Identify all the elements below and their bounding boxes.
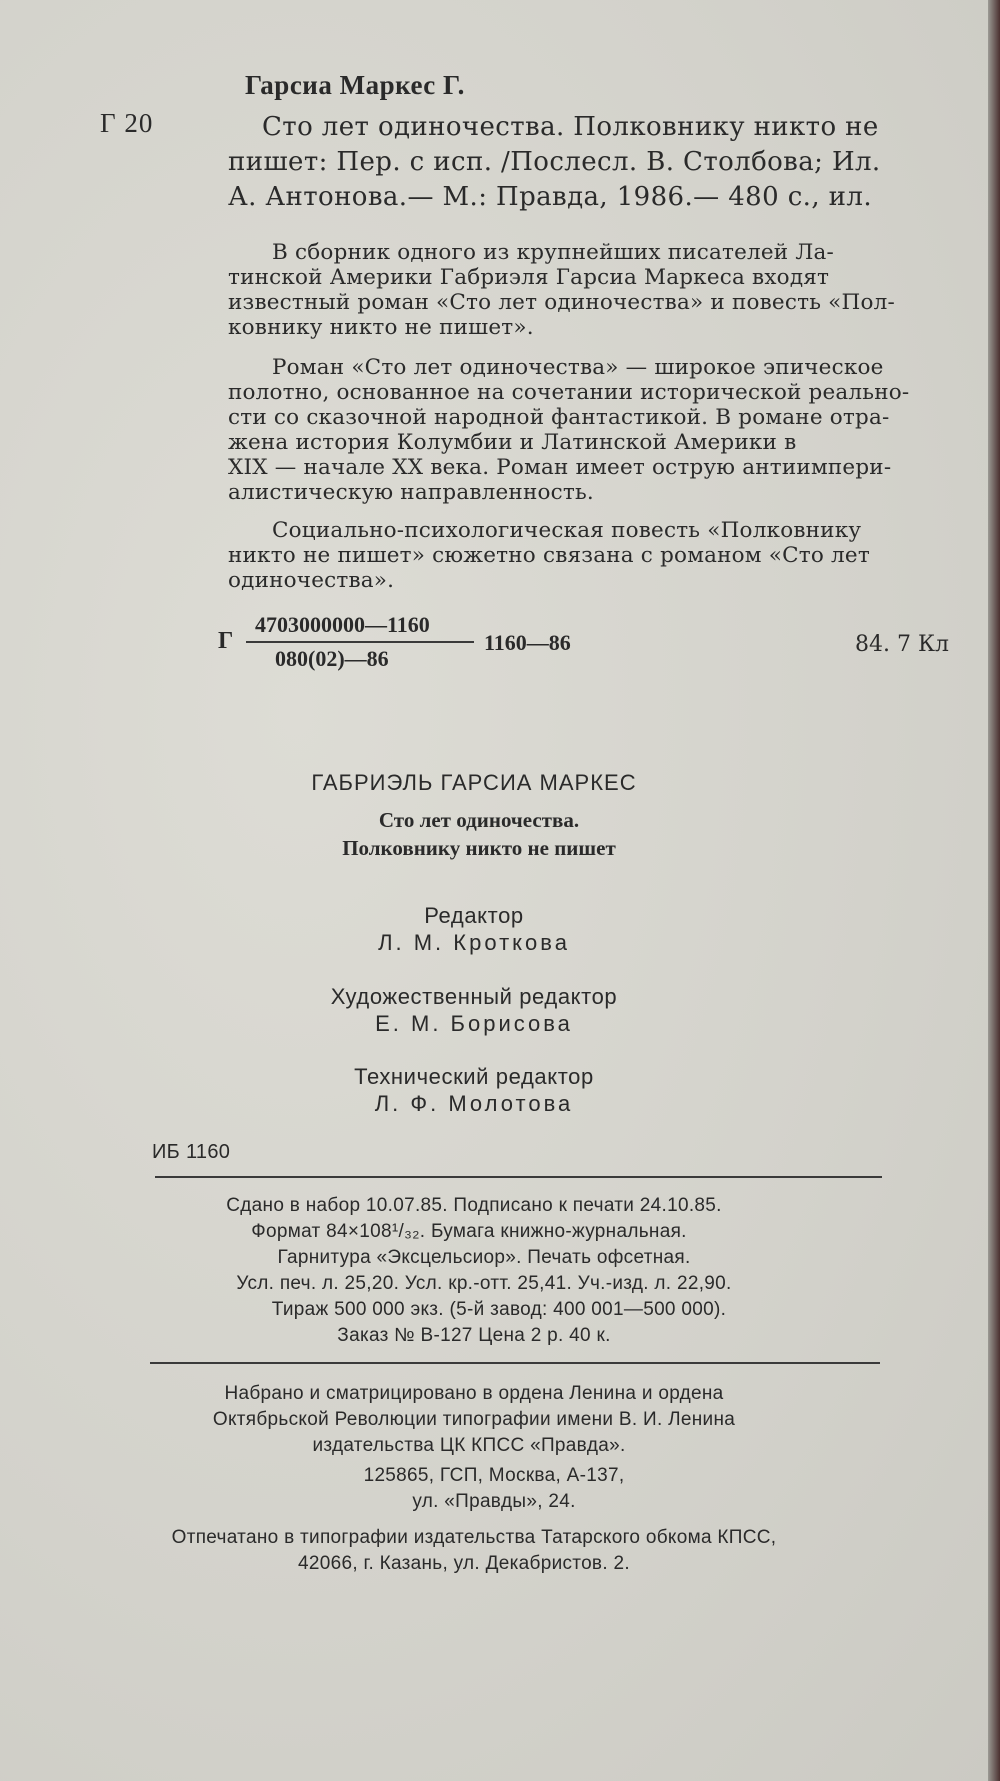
annotation-line: известный роман «Сто лет одиночества» и повесть «Пол- [228,290,895,315]
imprint-title-line-1: Сто лет одиночества. [378,808,580,832]
bbk-denominator: 080(02)—86 [275,646,389,671]
printer-line: Отпечатано в типографии издательства Татарского обкома КПСС, [171,1527,777,1548]
bbk-numerator: 4703000000—1160 [255,612,430,637]
annotation-line: Социально-психологическая повесть «Полковнику [272,518,862,543]
printer-line: 42066, г. Казань, ул. Декабристов. 2. [298,1553,630,1574]
page-edge [988,0,1000,1781]
bbk-letter: Г [218,628,234,654]
catalog-title-line-3: А. Антонова.— М.: Правда, 1986.— 480 с., ил. [228,182,872,212]
credit-role-editor: Редактор [424,903,524,928]
imprint-title-line-2: Полковнику никто не пишет [342,836,616,860]
publishing-line: Формат 84×108¹/₃₂. Бумага книжно-журнальная. [251,1221,687,1242]
catalog-title-line-1: Сто лет одиночества. Полковнику никто не [262,112,879,142]
credit-role-tech-editor: Технический редактор [354,1064,594,1089]
annotation-line: жена история Колумбии и Латинской Америки в [228,430,797,455]
bbk-fraction-line [246,641,474,643]
classification-code: Г 20 [100,108,154,138]
imprint-author: ГАБРИЭЛЬ ГАРСИА МАРКЕС [311,770,637,795]
annotation-line: ковнику никто не пишет». [228,315,534,340]
publishing-line: Сдано в набор 10.07.85. Подписано к печати 24.10.85. [226,1195,722,1216]
printer-line: Набрано и сматрицировано в ордена Ленина и ордена [224,1383,724,1404]
credit-name-art-editor: Е. М. Борисова [375,1011,573,1036]
annotation-line: полотно, основанное на сочетании исторической реально- [228,380,910,405]
divider-top [155,1176,882,1178]
publishing-line: Заказ № В-127 Цена 2 р. 40 к. [337,1325,611,1346]
annotation-line: сти со сказочной народной фантастикой. В романе отра- [228,405,890,430]
divider-bottom [150,1362,880,1364]
printer-line: 125865, ГСП, Москва, А-137, [363,1465,625,1486]
publishing-line: Гарнитура «Эксцельсиор». Печать офсетная. [277,1247,691,1268]
publishing-line: Тираж 500 000 экз. (5-й завод: 400 001—500 000). [271,1299,727,1320]
credit-role-art-editor: Художественный редактор [330,984,618,1009]
annotation-line: алистическую направленность. [228,480,594,505]
annotation-line: одиночества». [228,568,395,593]
credit-name-editor: Л. М. Кроткова [378,930,570,955]
printer-line: Октябрьской Революции типографии имени В. И. Ленина [212,1409,736,1430]
bbk-classification: 84. 7 Кл [855,632,949,657]
publishing-line: Усл. печ. л. 25,20. Усл. кр.-отт. 25,41. Уч.-изд. л. 22,90. [236,1273,732,1294]
printer-line: издательства ЦК КПСС «Правда». [312,1435,626,1456]
annotation-line: никто не пишет» сюжетно связана с романом «Сто лет [228,543,870,568]
annotation-line: тинской Америки Габриэля Гарсиа Маркеса входят [228,265,830,290]
catalog-author: Гарсиа Маркес Г. [245,70,465,100]
ib-number: ИБ 1160 [152,1141,231,1163]
annotation-line: В сборник одного из крупнейших писателей Ла- [272,240,834,265]
annotation-line: XIX — начале XX века. Роман имеет острую антиимпери- [228,455,892,480]
printer-line: ул. «Правды», 24. [412,1491,576,1512]
annotation-line: Роман «Сто лет одиночества» — широкое эпическое [272,355,884,380]
bbk-code: 1160—86 [484,630,571,655]
catalog-title-line-2: пишет: Пер. с исп. /Послесл. В. Столбова; Ил. [228,147,881,177]
credit-name-tech-editor: Л. Ф. Молотова [374,1091,574,1116]
